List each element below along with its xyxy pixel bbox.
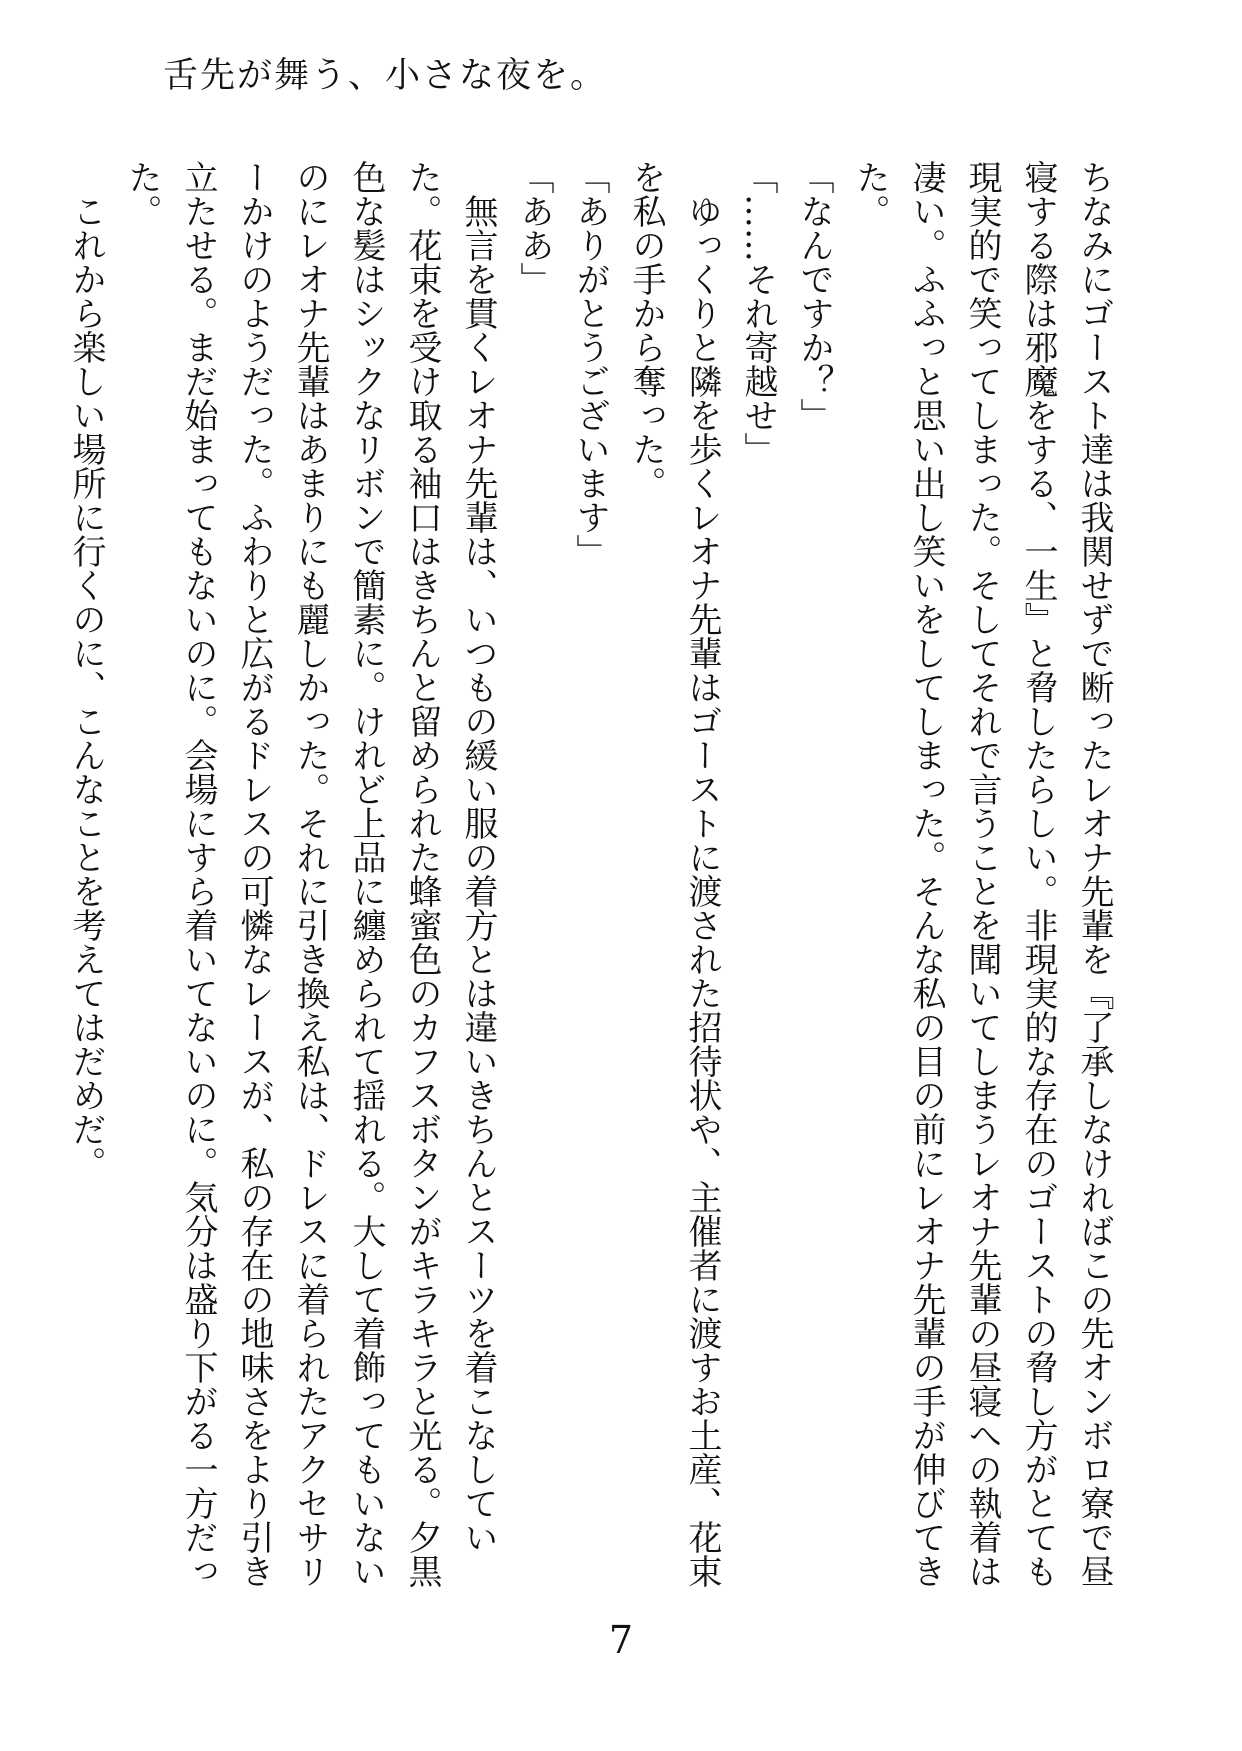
- novel-body-text: [66, 160, 1122, 1590]
- dialogue-line: 「……それ寄越せ」: [738, 160, 778, 466]
- page-number: 7: [608, 1618, 634, 1662]
- paragraph: 無言を貫くレオナ先輩は、いつもの緩い服の着方とは違いきちんとスーツを着こなしていた。花束を受け取る袖口はきちんと留められた蜂蜜色のカフスボタンがキラキラと光る。夕黒色な髪はシックなリボンで簡素に。けれど上品に纏められて揺れる。大して着飾ってもいないのにレオナ先輩はあまりにも麗しかった。それに引き換え私は、ドレスに着られたアクセサリーかけのようだった。ふわりと広がるドレスの可憐なレースが、私の存在の地味さをより引き立たせる。まだ始まってもないのに。会場にすら着いてないのに。気分は盛り下がる一方だった。: [122, 160, 498, 1588]
- dialogue-line: 「ああ」: [514, 160, 554, 296]
- paragraph: これから楽しい場所に行くのに、こんなことを考えてはだめだ。: [66, 160, 106, 1180]
- dialogue-line: 「なんですか？」: [794, 160, 834, 432]
- running-title: 舌先が舞う、小さな夜を。: [163, 56, 608, 96]
- paragraph: ちなみにゴースト達は我関せずで断ったレオナ先輩を『了承しなければこの先オンボロ寮で昼寝する際は邪魔をする、一生』と脅したらしい。非現実的な存在のゴーストの脅し方がとても現実的で笑ってしまった。そしてそれで言うことを聞いてしまうレオナ先輩の昼寝への執着は凄い。ふふっと思い出し笑いをしてしまった。そんな私の目の前にレオナ先輩の手が伸びてきた。: [850, 160, 1114, 1588]
- paragraph: ゆっくりと隣を歩くレオナ先輩はゴーストに渡された招待状や、主催者に渡すお土産、花束を私の手から奪った。: [626, 160, 722, 1588]
- dialogue-line: 「ありがとうございます」: [570, 160, 610, 568]
